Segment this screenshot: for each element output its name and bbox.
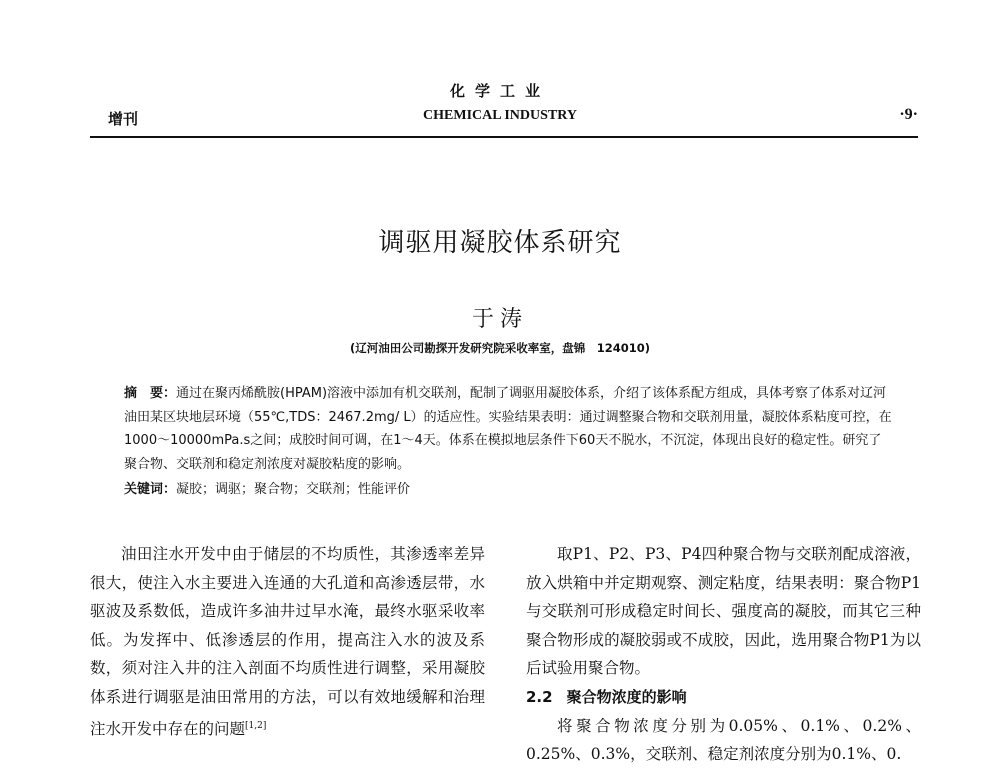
journal-name-english: CHEMICAL INDUSTRY [423, 108, 577, 123]
keywords-text: 凝胶；调驱；聚合物；交联剂；性能评价 [176, 482, 411, 497]
intro-text: 油田注水开发中由于储层的不均质性，其渗透率差异很大，使注入水主要进入连通的大孔道和高渗透层带，水驱波及系数低，造成许多油井过早水淹，最终水驱采收率低。为发挥中、低渗透层的作用，提高注入水的波及系数，须对注入井的注入剖面不均质性进行调整，采用凝胶体系进行调驱是油田常用的方法，可以有效地缓解和治理注水开发中存在的问题 [90, 545, 485, 738]
abstract-label: 摘 要： [124, 386, 177, 401]
section-number: 2.2 [526, 687, 553, 706]
keywords-line [124, 478, 894, 502]
article-title: 调驱用凝胶体系研究 [378, 228, 622, 258]
polymer-selection-paragraph: 取P1、P2、P3、P4四种聚合物与交联剂配成溶液，放入烘箱中并定期观察、测定粘度，结果表明：聚合物P1与交联剂可形成稳定时间长、强度高的凝胶，而其它三种聚合物形成的凝胶弱或不成胶，因此，选用聚合物P1为以后试验用聚合物。 [526, 545, 921, 678]
author-name: 于涛 [471, 307, 528, 332]
body-column-left [90, 540, 485, 743]
page-number: ·9· [899, 106, 918, 123]
abstract-block [124, 382, 894, 502]
header-supplement-label: 增刊 [108, 110, 139, 128]
citation-ref: [1,2] [245, 720, 267, 731]
keywords-label: 关键词： [124, 482, 177, 497]
polymer-concentration-paragraph: 将聚合物浓度分别为0.05%、0.1%、0.2%、0.25%、0.3%，交联剂、稳定剂浓度分别为0.1%、0. [526, 716, 921, 764]
body-column-right [526, 540, 921, 769]
abstract-paragraph [124, 382, 894, 476]
header-rule [90, 136, 918, 138]
author-affiliation: (辽河油田公司勘探开发研究院采收率室，盘锦 124010) [349, 341, 651, 355]
section-title: 聚合物浓度的影响 [566, 687, 687, 706]
intro-paragraph [90, 540, 485, 743]
journal-name-chinese: 化学工业 [449, 82, 550, 100]
abstract-text: 通过在聚丙烯酰胺(HPAM)溶液中添加有机交联剂，配制了调驱用凝胶体系，介绍了该体系配方组成，具体考察了体系对辽河油田某区块地层环境（55℃,TDS：2467.2mg/ L）的适应性。实验结果表明：通过调整聚合物和交联剂用量，凝胶体系粘度可控，在1000～10000mPa.s之间；成胶时间可调，在1～4天。体系在模拟地层条件下60天不脱水，不沉淀，体现出良好的稳定性。研究了聚合物、交联剂和稳定剂浓度对凝胶粘度的影响。 [124, 386, 892, 472]
section-heading [526, 683, 921, 712]
